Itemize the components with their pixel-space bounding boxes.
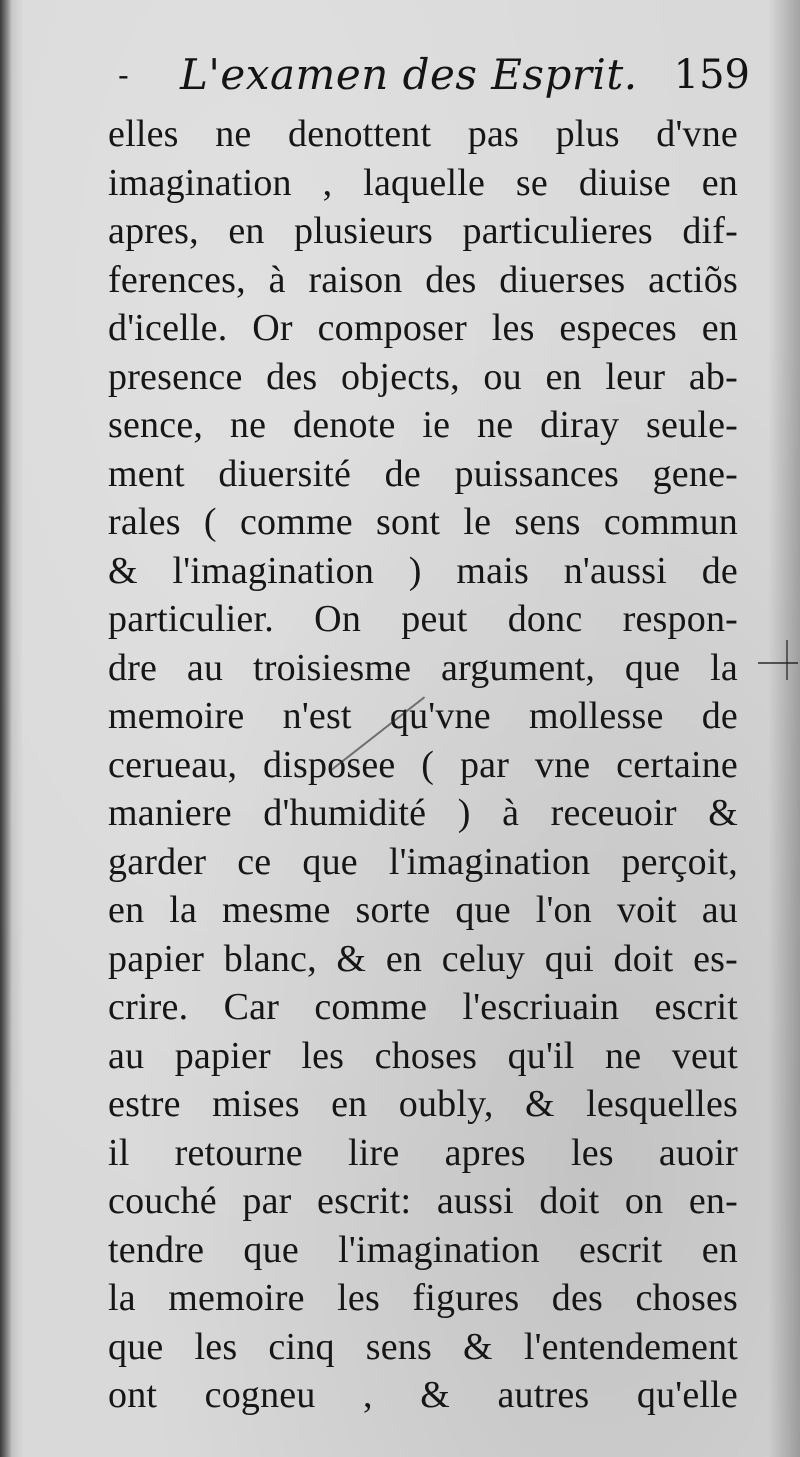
- text-line: d'icelle. Or composer les especes en: [108, 307, 738, 349]
- page-number: 159: [673, 52, 750, 98]
- text-line: estre mises en oubly, & lesquelles: [108, 1083, 738, 1125]
- text-line: il retourne lire apres les auoir: [108, 1131, 738, 1174]
- header-dash: -: [118, 56, 129, 94]
- text-line: ont cogneu , & autres qu'elle: [108, 1374, 738, 1416]
- page-gutter-shadow: [0, 0, 12, 1457]
- text-line: crire. Car comme l'escriuain escrit: [108, 986, 738, 1028]
- text-line: papier blanc, & en celuy qui doit es-: [108, 937, 738, 980]
- running-title: L'examen des Esprit.: [180, 50, 638, 99]
- text-line: imagination , laquelle se diuise en: [108, 161, 738, 204]
- text-line: tendre que l'imagination escrit en: [108, 1228, 738, 1271]
- text-line: la memoire les figures des choses: [108, 1277, 738, 1319]
- text-line: au papier les choses qu'il ne veut: [108, 1034, 738, 1077]
- text-line: elles ne denottent pas plus d'vne: [108, 113, 738, 155]
- page-header: [110, 50, 750, 110]
- body-text: [108, 110, 738, 1420]
- text-line: particulier. On peut donc respon-: [108, 598, 738, 640]
- text-line: en la mesme sorte que l'on voit au: [108, 889, 738, 931]
- text-line: ment diuersité de puissances gene-: [108, 452, 738, 495]
- text-line: maniere d'humidité ) à receuoir &: [108, 792, 738, 834]
- text-line: & l'imagination ) mais n'aussi de: [108, 549, 738, 592]
- text-line: cerueau, disposee ( par vne certaine: [108, 743, 738, 786]
- margin-mark-vertical: [786, 640, 788, 680]
- text-line: dre au troisiesme argument, que la: [108, 646, 738, 689]
- text-line: apres, en plusieurs particulieres dif-: [108, 210, 738, 252]
- text-line: couché par escrit: aussi doit on en-: [108, 1180, 738, 1222]
- text-line: ferences, à raison des diuerses actiõs: [108, 258, 738, 301]
- text-line: memoire n'est qu'vne mollesse de: [108, 695, 738, 737]
- text-line: presence des objects, ou en leur ab-: [108, 355, 738, 398]
- text-line: que les cinq sens & l'entendement: [108, 1325, 738, 1368]
- text-line: rales ( comme sont le sens commun: [108, 501, 738, 543]
- text-line: garder ce que l'imagination perçoit,: [108, 840, 738, 883]
- text-line: sence, ne denote ie ne diray seule-: [108, 404, 738, 446]
- margin-mark: [758, 662, 798, 664]
